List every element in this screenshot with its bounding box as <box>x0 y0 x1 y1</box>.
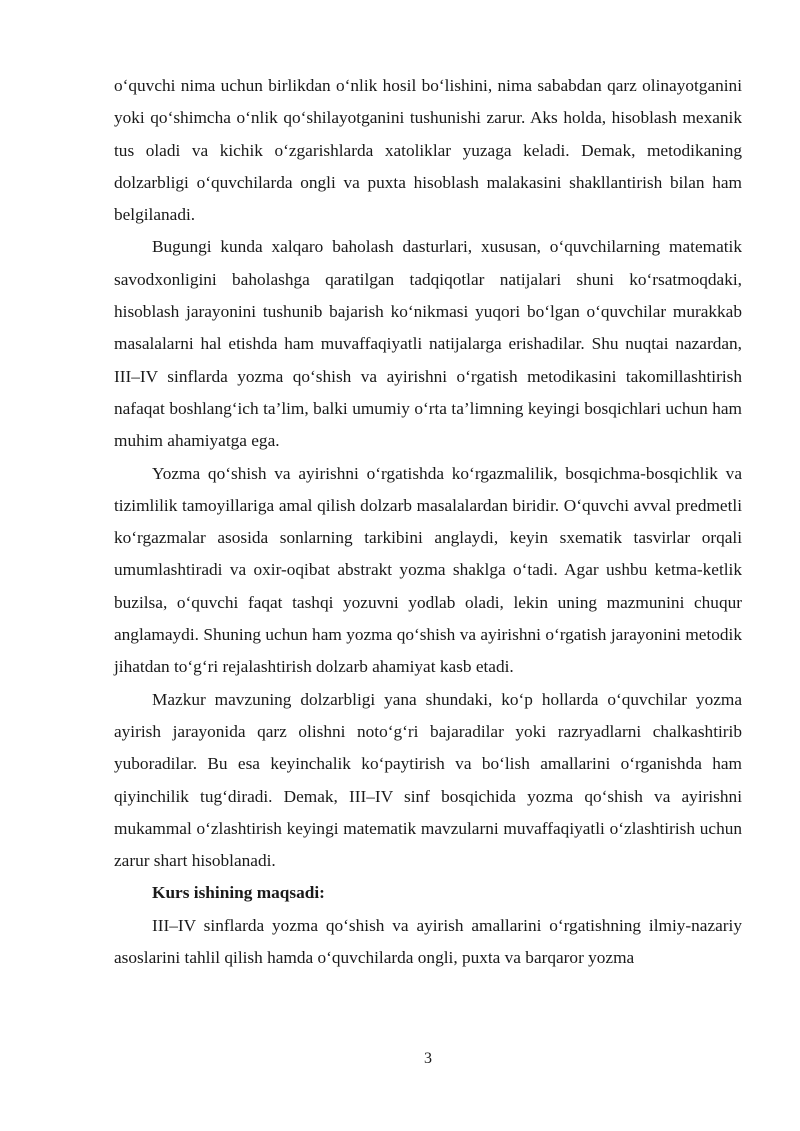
paragraph-goal: III–IV sinflarda yozma qo‘shish va ayirish amallarini o‘rgatishning ilmiy-nazariy asoslarini tahlil qilish hamda o‘quvchilarda ongli, puxta va barqaror yozma <box>114 915 742 968</box>
paragraph-visual-principles: Yozma qo‘shish va ayirishni o‘rgatishda ko‘rgazmalilik, bosqichma-bosqichlik va tizimlilik tamoyillariga amal qilish dolzarb masalalardan biridir. O‘quvchi avval predmetli ko‘rgazmalar asosida sonlarning tarkibini anglaydi, keyin sxematik tasvirlar orqali umumlashtiradi va oxir-oqibat abstrakt yozma shaklga o‘tadi. Agar ushbu ketma-ketlik buzilsa, o‘quvchi faqat tashqi yozuvni yodlab oladi, lekin uning mazmunini chuqur anglamaydi. Shuning uchun ham yozma qo‘shish va ayirishni o‘rgatish jarayonini metodik jihatdan to‘g‘ri rejalashtirish dolzarb ahamiyat kasb etadi. <box>114 463 742 677</box>
page-number: 3 <box>424 1050 432 1067</box>
paragraph-international-assessment: Bugungi kunda xalqaro baholash dasturlari, xususan, o‘quvchilarning matematik savodxonligini baholashga qaratilgan tadqiqotlar natijalari shuni ko‘rsatmoqdaki, hisoblash jarayonini tushunib bajarish ko‘nikmasi yuqori bo‘lgan o‘quvchilar murakkab masalalarni hal etishda ham muvaffaqiyatli natijalarga erishadilar. Shu nuqtai nazardan, III–IV sinflarda yozma qo‘shish va ayirishni o‘rgatish metodikasini takomillashtirish nafaqat boshlang‘ich ta’lim, balki umumiy o‘rta ta’limning keyingi bosqichlari uchun ham muhim ahamiyatga ega. <box>114 237 742 451</box>
body-text <box>114 70 742 974</box>
paragraph-relevance: Mazkur mavzuning dolzarbligi yana shundaki, ko‘p hollarda o‘quvchilar yozma ayirish jarayonida qarz olishni noto‘g‘ri bajaradilar yoki razryadlarni chalkashtirib yuboradilar. Bu esa keyinchalik ko‘paytirish va bo‘lish amallarini o‘rganishda ham qiyinchilik tug‘diradi. Demak, III–IV sinf bosqichida yozma qo‘shish va ayirishni mukammal o‘zlashtirish keyingi matematik mavzularni muvaffaqiyatli o‘zlashtirish uchun zarur shart hisoblanadi. <box>114 689 742 871</box>
section-heading-goal: Kurs ishining maqsadi: <box>152 883 325 903</box>
paragraph-continuation: o‘quvchi nima uchun birlikdan o‘nlik hosil bo‘lishini, nima sababdan qarz olinayotganini yoki qo‘shimcha o‘nlik qo‘shilayotganini tushunishi zarur. Aks holda, hisoblash mexanik tus oladi va kichik o‘zgarishlarda xatoliklar yuzaga keladi. Demak, metodikaning dolzarbligi o‘quvchilarda ongli va puxta hisoblash malakasini shakllantirish bilan ham belgilanadi. <box>114 76 742 225</box>
